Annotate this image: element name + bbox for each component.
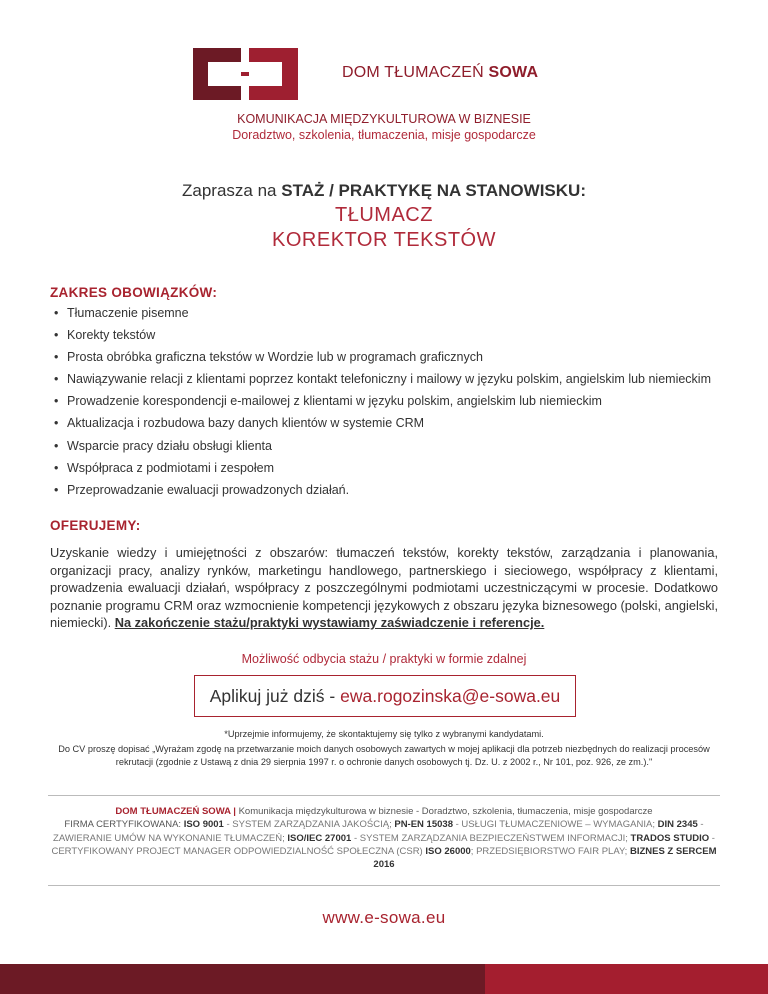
footer-cert-label: FIRMA CERTYFIKOWANA: (64, 819, 182, 831)
footer-iso9001-desc: - SYSTEM ZARZĄDZANIA JAKOŚCIĄ; (226, 819, 392, 831)
footer-din-desc: - ZAWIERANIE UMÓW NA WYKONANIE TŁUMACZEŃ; (53, 819, 704, 844)
list-item: • Wsparcie pracy działu obsługi klienta (50, 438, 720, 455)
invitation-bold: STAŻ / PRAKTYKĘ NA STANOWISKU: (281, 181, 586, 200)
brand-name-suffix: SOWA (488, 64, 539, 81)
footer-brand-desc: Komunikacja międzykulturowa w biznesie - Doradztwo, szkolenia, tłumaczenia, misje gospodarcze (238, 806, 653, 817)
footer-fairplay: ; PRZEDSIĘBIORSTWO FAIR PLAY; (470, 845, 628, 857)
footer-brand: DOM TŁUMACZEŃ SOWA | (115, 806, 236, 817)
list-item: • Korekty tekstów (50, 327, 720, 344)
duties-heading: ZAKRES OBOWIĄZKÓW: (50, 285, 218, 300)
divider (48, 795, 720, 796)
list-item: • Nawiązywanie relacji z klientami poprzez kontakt telefoniczny i mailowy w języku polskim, angielskim lub niemieckim (50, 371, 720, 388)
list-item: • Prosta obróbka graficzna tekstów w Wordzie lub w programach graficznych (50, 349, 720, 366)
company-logo (193, 48, 298, 100)
website-link[interactable]: www.e-sowa.eu (322, 908, 446, 927)
footer-iec: ISO/IEC 27001 (287, 832, 352, 844)
certificate-note: Na zakończenie stażu/praktyki wystawiamy zaświadczenie i referencje. (114, 615, 545, 630)
list-item: • Tłumaczenie pisemne (50, 305, 720, 322)
footer-trados-desc: - CERTYFIKOWANY PROJECT MANAGER ODPOWIEDZIALNOŚĆ SPOŁECZNA (CSR) (51, 832, 715, 857)
list-item: • Prowadzenie korespondencji e-mailowej z klientami w języku polskim, angielskim lub niemieckim (50, 393, 720, 410)
offer-text: Uzyskanie wiedzy i umiejętności z obszarów: tłumaczeń tekstów, korekty tekstów, zarządzania i planowania, organizacji pracy, analizy rynków, marketingu handlowego, partnerskiego i sieciowego, współpracy z klientami, prowadzenia ewaluacji działań, współpracy z poszczególnymi podmiotami uczestniczącymi w procesie. Dodatkowo poznanie programu CRM oraz wzmocnienie kompetencji językowych z obszaru języka biznesowego (polski, angielski, niemiecki). (50, 545, 718, 630)
brand-subtagline: Doradztwo, szkolenia, tłumaczenia, misje gospodarcze (232, 128, 536, 142)
footer-bar-dark (0, 964, 485, 994)
brand-name-prefix: DOM TŁUMACZEŃ (342, 64, 484, 81)
remote-note: Możliwość odbycia stażu / praktyki w formie zdalnej (241, 652, 527, 666)
offer-heading: OFERUJEMY: (50, 518, 141, 533)
brand-name (342, 64, 538, 82)
footer-pnen-desc: - USŁUGI TŁUMACZENIOWE – WYMAGANIA; (455, 819, 655, 831)
offer-paragraph (50, 544, 718, 632)
invitation-line (0, 181, 768, 201)
footer-iec-desc: - SYSTEM ZARZĄDZANIA BEZPIECZEŃSTWEM INFORMACJI; (353, 832, 628, 844)
list-item: • Przeprowadzanie ewaluacji prowadzonych działań. (50, 482, 720, 499)
brand-tagline: KOMUNIKACJA MIĘDZYKULTUROWA W BIZNESIE (237, 112, 531, 126)
footer-info (48, 805, 720, 871)
position-title: KOREKTOR TEKSTÓW (272, 229, 496, 251)
footer-trados: TRADOS STUDIO (630, 832, 710, 844)
footer-iso26000: ISO 26000 (425, 845, 471, 857)
contact-note: *Uprzejmie informujemy, że skontaktujemy się tylko z wybranymi kandydatami. (224, 729, 544, 739)
list-item: • Aktualizacja i rozbudowa bazy danych klientów w systemie CRM (50, 415, 720, 432)
footer-iso9001: ISO 9001 (183, 819, 224, 831)
divider (48, 885, 720, 886)
footer-pnen: PN-EN 15038 (394, 819, 453, 831)
apply-email-link[interactable]: ewa.rogozinska@e-sowa.eu (340, 685, 561, 706)
footer-bar-accent (485, 964, 768, 994)
apply-box (194, 675, 576, 717)
logo-mark-icon (193, 48, 298, 100)
list-item: • Współpraca z podmiotami i zespołem (50, 460, 720, 477)
duties-list (50, 305, 720, 504)
invitation-lead: Zaprasza na (182, 181, 277, 200)
footer-color-bar (0, 964, 768, 994)
apply-label: Aplikuj już dziś - (209, 685, 336, 706)
footer-din: DIN 2345 (657, 819, 698, 831)
footer-heart: BIZNES Z SERCEM 2016 (373, 845, 717, 871)
gdpr-note: Do CV proszę dopisać „Wyrażam zgodę na przetwarzanie moich danych osobowych zawartych w mojej aplikacji dla potrzeb niezbędnych do realizacji procesów rekrutacji (zgodnie z Ustawą z dnia 29 sierpnia 1997 r. o ochronie danych osobowych tj. Dz. U. z 2002 r., Nr 101, poz. 926, ze zm.)." (58, 744, 710, 767)
position-title: TŁUMACZ (335, 204, 433, 226)
